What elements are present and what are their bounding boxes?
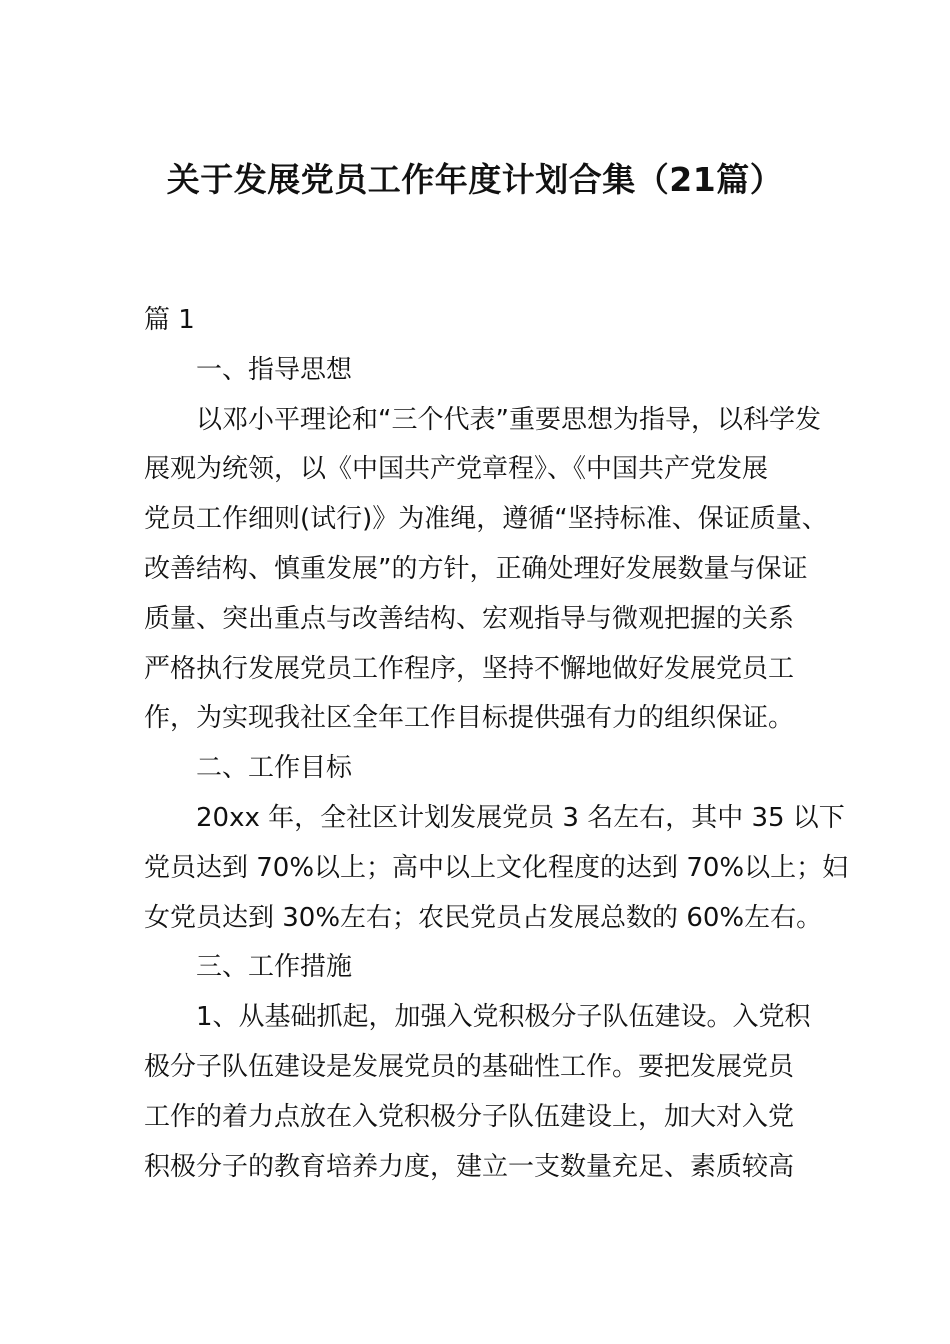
paragraph-line: 严格执行发展党员工作程序，坚持不懈地做好发展党员工 <box>144 653 795 684</box>
paragraph-line: 党员工作细则(试行)》为准绳，遵循“坚持标准、保证质量、 <box>144 504 828 535</box>
paragraph-line: 作，为实现我社区全年工作目标提供强有力的组织保证。 <box>144 703 795 734</box>
paragraph-line: 1、从基础抓起，加强入党积极分子队伍建设。入党积 <box>196 1002 811 1033</box>
paragraph-line: 改善结构、慎重发展”的方针，正确处理好发展数量与保证 <box>144 553 808 584</box>
paragraph-line: 极分子队伍建设是发展党员的基础性工作。要把发展党员 <box>144 1051 795 1082</box>
heading-work-measures: 三、工作措施 <box>196 952 353 983</box>
paragraph-line: 以邓小平理论和“三个代表”重要思想为指导，以科学发 <box>196 404 821 435</box>
paragraph-line: 展观为统领，以《中国共产党章程》、《中国共产党发展 <box>144 454 769 485</box>
paragraph-line: 积极分子的教育培养力度，建立一支数量充足、素质较高 <box>144 1151 795 1182</box>
paragraph-line: 工作的着力点放在入党积极分子队伍建设上，加大对入党 <box>144 1101 795 1132</box>
document-title: 关于发展党员工作年度计划合集（21篇） <box>166 160 784 199</box>
heading-guiding-thought: 一、指导思想 <box>196 354 353 385</box>
document-body <box>144 296 849 1192</box>
paragraph-line: 20xx 年，全社区计划发展党员 3 名左右，其中 35 以下 <box>196 802 845 833</box>
paragraph-line: 女党员达到 30%左右；农民党员占发展总数的 60%左右。 <box>144 902 823 933</box>
paragraph-line: 质量、突出重点与改善结构、宏观指导与微观把握的关系 <box>144 603 795 634</box>
paragraph-line: 党员达到 70%以上；高中以上文化程度的达到 70%以上；妇 <box>144 852 849 883</box>
heading-work-goals: 二、工作目标 <box>196 753 353 784</box>
section-label: 篇 1 <box>144 305 195 335</box>
